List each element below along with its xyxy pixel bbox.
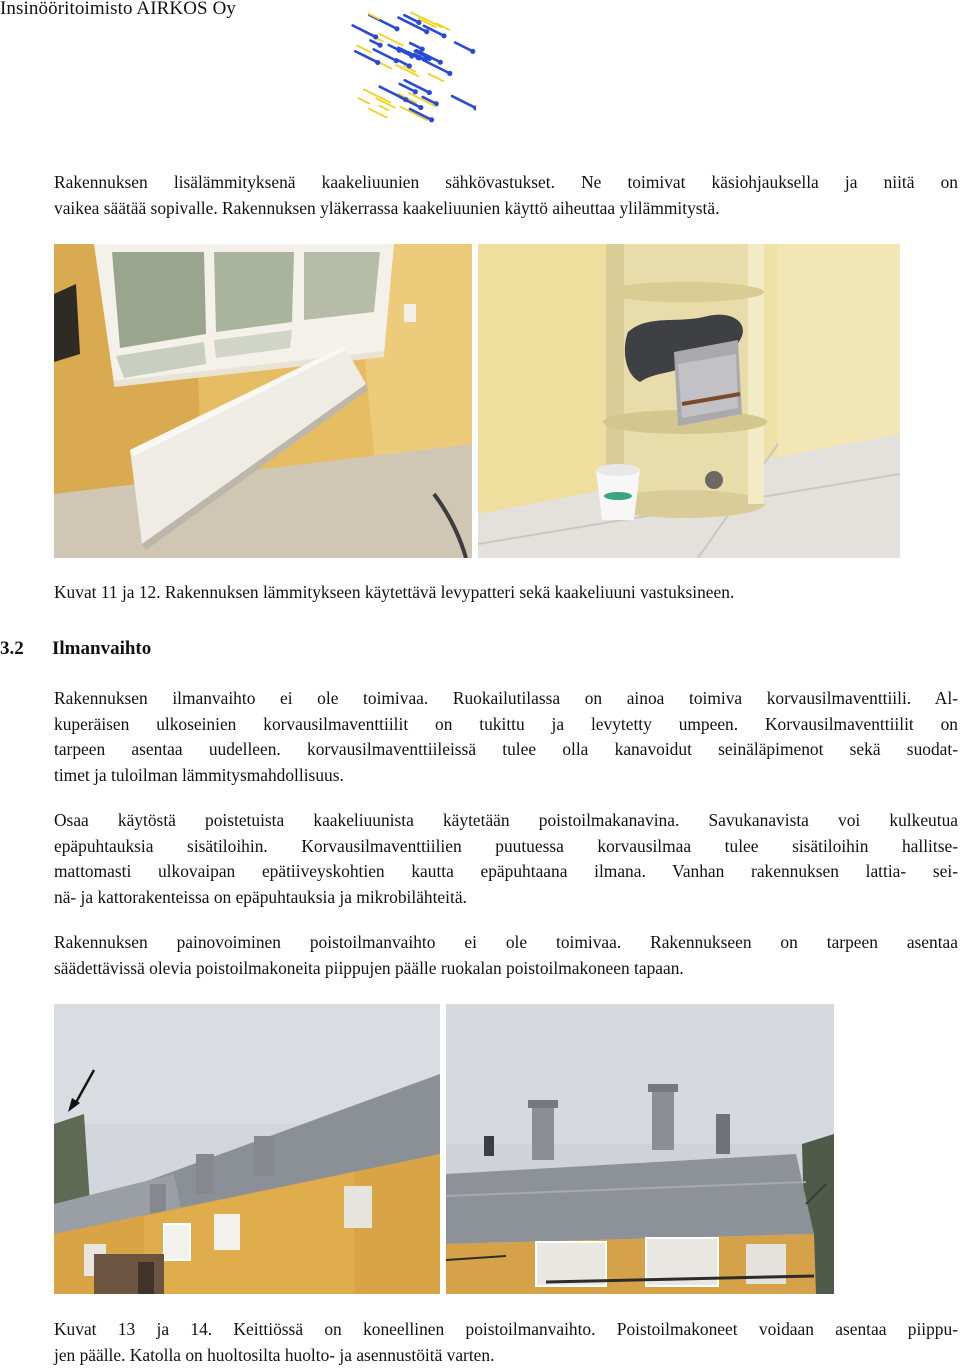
logo-streak bbox=[410, 109, 432, 120]
section-title: Ilmanvaihto bbox=[52, 638, 152, 659]
ventilation-paragraph-2 bbox=[54, 808, 958, 910]
logo-streak bbox=[400, 97, 421, 107]
photo-radiator bbox=[54, 244, 472, 558]
photo-tiled-stove bbox=[478, 244, 900, 558]
logo-streak bbox=[358, 98, 369, 103]
logo-drop bbox=[418, 105, 423, 110]
logo-streak bbox=[429, 74, 443, 81]
logo-streak bbox=[379, 34, 403, 46]
paragraph-line: tarpeen asentaa uudelleen. korvausilmaventtiileissä tulee olla kanavoidut seinäläpimenot sekä suodat- bbox=[54, 739, 958, 760]
ventilation-paragraph-1 bbox=[54, 686, 958, 788]
logo-streak bbox=[423, 60, 450, 73]
caption-line: Kuvat 11 ja 12. Rakennuksen lämmitykseen käytettävä levypatteri sekä kaakeliuuni vastuksineen. bbox=[54, 582, 735, 602]
section-heading bbox=[0, 638, 151, 660]
paragraph-line: säädettävissä olevia poistoilmakoneita piippujen päälle ruokalan poistoilmakoneen tapaan. bbox=[54, 957, 684, 978]
logo-drop bbox=[470, 49, 475, 54]
logo-drop bbox=[417, 55, 422, 60]
intro-line: vaikea säätää sopivalle. Rakennuksen yläkerrassa kaakeliuunien käyttö aiheuttaa ylilämmitystä. bbox=[54, 197, 720, 218]
logo-streak bbox=[455, 42, 473, 51]
paragraph-line: timet ja tuloilman lämmitysmahdollisuus. bbox=[54, 764, 344, 785]
logo-drop bbox=[407, 63, 412, 68]
caption-line: Kuvat 13 ja 14. Keittiössä on koneellinen poistoilmanvaihto. Poistoilmakoneet voidaan asentaa piippu- bbox=[54, 1319, 958, 1339]
logo-drop bbox=[373, 34, 378, 39]
logo-drop bbox=[427, 90, 432, 95]
photo-building-chimneys bbox=[54, 1004, 440, 1294]
paragraph-line: kuperäisen ulkoseinien korvausilmaventtiilit on tukittu ja levytetty umpeen. Korvausilmaventtiilit on bbox=[54, 713, 958, 734]
logo-drop bbox=[441, 33, 446, 38]
logo-drop bbox=[394, 26, 399, 31]
logo-streak bbox=[369, 109, 387, 118]
paragraph-line: mattomasti ulkovaipan epätiiveyskohtien kautta epäpuhtaana ilmana. Vanhan rakennuksen lattia- sei- bbox=[54, 861, 958, 882]
logo-streak bbox=[355, 51, 377, 62]
intro-line: Rakennuksen lisälämmityksenä kaakeliuunien sähkövastukset. Ne toimivat käsiohjauksella ja niitä on bbox=[54, 172, 958, 192]
caption-line: jen päälle. Katolla on huoltosilta huolto- ja asennustöitä varten. bbox=[54, 1344, 495, 1365]
logo-drop bbox=[394, 58, 399, 63]
logo-drop bbox=[375, 60, 380, 65]
company-name: Insinööritoimisto AIRKOS Oy bbox=[0, 0, 236, 19]
intro-paragraph bbox=[54, 170, 958, 221]
paragraph-line: nä- ja kattorakenteissa on epäpuhtauksia ja mikrobilähteitä. bbox=[54, 886, 467, 907]
logo-streak bbox=[353, 25, 376, 37]
logo-drop bbox=[377, 43, 382, 48]
logo-streak bbox=[374, 49, 397, 60]
company-logo bbox=[346, 6, 476, 128]
section-number: 3.2 bbox=[0, 638, 24, 659]
logo-drop bbox=[424, 29, 429, 34]
caption-photos-13-14 bbox=[54, 1317, 958, 1368]
paragraph-line: Rakennuksen painovoiminen poistoilmanvaihto ei ole toimivaa. Rakennukseen on tarpeen asentaa bbox=[54, 932, 958, 952]
paragraph-line: Osaa käytöstä poistetuista kaakeliuunista käytetään poistoilmakanavina. Savukanavista voi kulkeutua bbox=[54, 810, 958, 830]
caption-photos-11-12 bbox=[54, 580, 958, 606]
photo-kitchen-roof bbox=[446, 1004, 834, 1294]
ventilation-paragraph-3 bbox=[54, 930, 958, 981]
logo-rain-icon bbox=[346, 6, 476, 128]
logo-drop bbox=[413, 89, 418, 94]
logo-streak bbox=[452, 96, 476, 108]
logo-streak bbox=[379, 106, 388, 111]
paragraph-line: epäpuhtauksia sisätiloihin. Korvausilmaventtiilien puutuessa korvausilmaa tulee sisätiloihin hallitse- bbox=[54, 835, 958, 856]
logo-streak bbox=[357, 46, 371, 53]
logo-drop bbox=[429, 117, 434, 122]
paragraph-line: Rakennuksen ilmanvaihto ei ole toimivaa. Ruokailutilassa on ainoa toimiva korvausilmaventtiili. Al- bbox=[54, 688, 958, 708]
logo-drop bbox=[447, 71, 452, 76]
logo-drop bbox=[438, 60, 443, 65]
